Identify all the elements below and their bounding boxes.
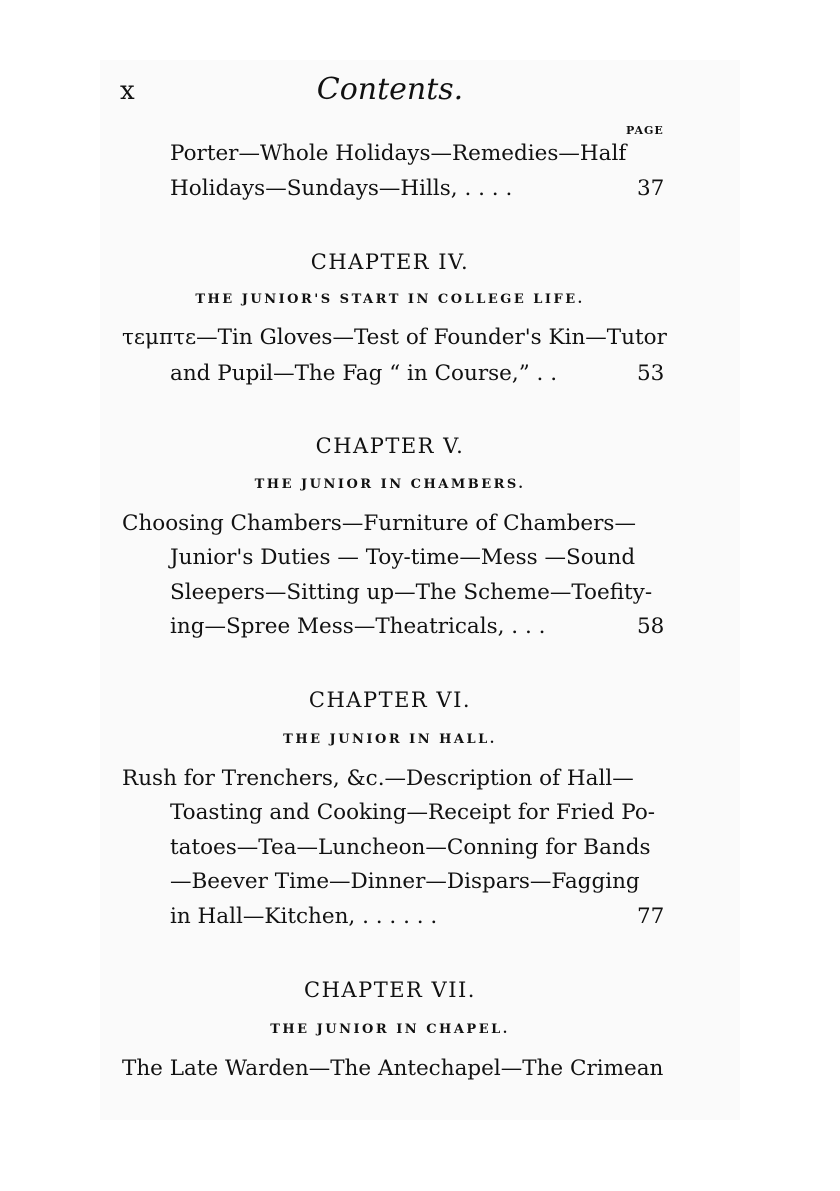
chapter-heading: CHAPTER VI.	[308, 688, 472, 712]
chapter-subtitle: THE JUNIOR IN HALL.	[283, 732, 497, 747]
entry-line: Sleepers—Sitting up—The Scheme—Toefity-	[170, 580, 653, 605]
page-number: 37	[637, 176, 665, 201]
chapter-heading: CHAPTER IV.	[310, 250, 470, 274]
page-number: 58	[637, 614, 665, 639]
chapter-subtitle: THE JUNIOR IN CHAMBERS.	[254, 477, 526, 492]
folio-number: x	[120, 76, 136, 106]
entry-line: tatoes—Tea—Luncheon—Conning for Bands	[170, 835, 651, 860]
entry-line: The Late Warden—The Antechapel—The Crimean	[122, 1056, 664, 1081]
entry-line: in Hall—Kitchen, . . . . . .	[170, 904, 438, 929]
chapter-subtitle: THE JUNIOR IN CHAPEL.	[270, 1022, 510, 1037]
entry-line: Porter—Whole Holidays—Remedies—Half	[170, 141, 627, 166]
entry-line: ing—Spree Mess—Theatricals, . . .	[170, 614, 546, 639]
entry-line: Rush for Trenchers, &c.—Description of Hall—	[122, 766, 634, 791]
page-column-label: PAGE	[626, 124, 664, 137]
entry-line: Choosing Chambers—Furniture of Chambers—	[122, 511, 636, 536]
entry-line: and Pupil—The Fag “ in Course,” . .	[170, 361, 558, 386]
chapter-subtitle: THE JUNIOR'S START IN COLLEGE LIFE.	[195, 292, 585, 307]
entry-line: τεμπτε—Tin Gloves—Test of Founder's Kin—Tutor	[122, 325, 667, 350]
running-title: Contents.	[316, 72, 464, 107]
entry-line: Toasting and Cooking—Receipt for Fried Po-	[170, 800, 656, 825]
entry-line: —Beever Time—Dinner—Dispars—Fagging	[170, 869, 640, 894]
page-number: 53	[637, 361, 665, 386]
page-number: 77	[637, 904, 665, 929]
entry-line: Junior's Duties — Toy-time—Mess —Sound	[170, 545, 636, 570]
chapter-heading: CHAPTER V.	[315, 434, 465, 458]
entry-line: Holidays—Sundays—Hills, . . . .	[170, 176, 513, 201]
chapter-heading: CHAPTER VII.	[304, 978, 476, 1002]
